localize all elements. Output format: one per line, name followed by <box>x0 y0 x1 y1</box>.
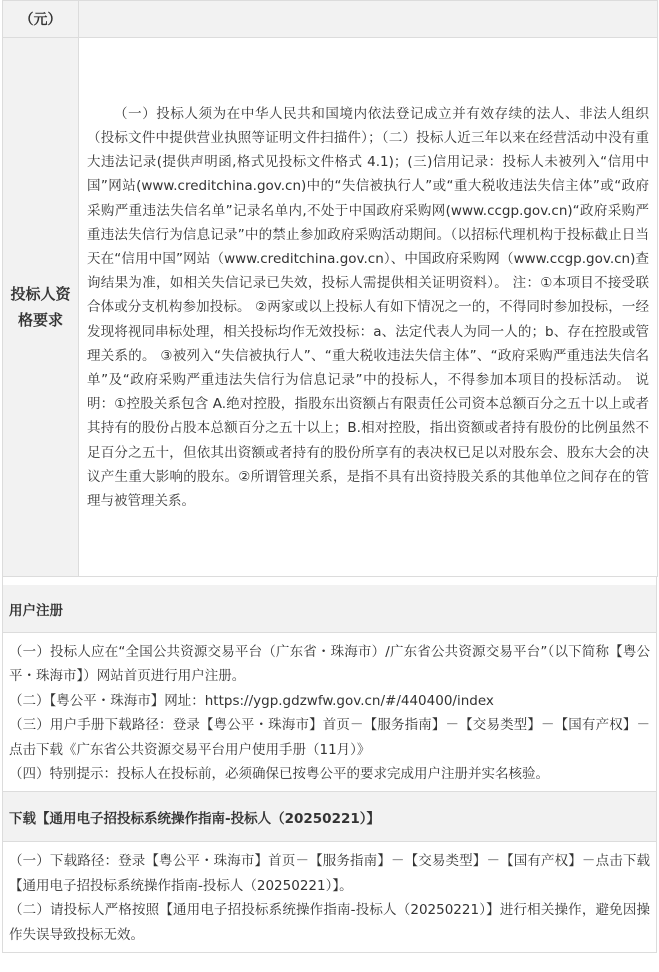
unit-value-cell <box>79 1 658 38</box>
unit-label: （元） <box>3 1 79 38</box>
section-heading-text: 下载【通用电子招投标系统操作指南-投标人（20250221）】 <box>9 810 380 827</box>
list-item: （三）用户手册下载路径：登录【粤公平・珠海市】首页－【服务指南】－【交易类型】－【国有产权】－点击下载《广东省公共资源交易平台用户使用手册（11月）》 <box>9 717 650 758</box>
user-registration-heading <box>2 585 657 633</box>
list-item: （一）下载路径：登录【粤公平・珠海市】首页－【服务指南】－【交易类型】－【国有产权】－点击下载【通用电子招投标系统操作指南-投标人（20250221）】。 <box>9 853 650 894</box>
section-heading-text: 用户注册 <box>9 602 63 619</box>
list-item: （四）特别提示：投标人在投标前，必须确保已按粤公平的要求完成用户注册并实名核验。 <box>9 766 549 783</box>
qualification-table <box>2 0 658 577</box>
download-guide-body <box>2 842 657 953</box>
qualification-text: （一）投标人须为在中华人民共和国境内依法登记成立并有效存续的法人、非法人组织（投标文件中提供营业执照等证明文件扫描件）；（二）投标人近三年以来在经营活动中没有重大违法记录(提供声明函,格式见投标文件格式 4.1)；(三)信用记录：投标人未被列入“信用中国”网站(www.creditchina.gov.cn)中的“失信被执行人”或“重大税收违法失信主体”或“政府采购严重违法失信名单”记录名单内,不处于中国政府采购网(www.ccgp.gov.cn)“政府采购严重违法失信行为信息记录”中的禁止参加政府采购活动期间。（以招标代理机构于投标截止日当天在“信用中国”网站（www.creditchina.gov.cn）、中国政府采购网（www.ccgp.gov.cn)查询结果为准，如相关失信记录已失效，投标人需提供相关证明资料）。 注：①本项目不接受联合体或分支机构参加投标。 ②两家或以上投标人有如下情况之一的，不得同时参加投标，一经发现将视同串标处理，相关投标均作无效投标：a、法定代表人为同一人的；b、存在控股或管理关系的。 ③被列入“失信被执行人”、“重大税收违法失信主体”、“政府采购严重违法失信名单”及“政府采购严重违法失信行为信息记录”中的投标人，不得参加本项目的投标活动。 说明：①控股关系包含 A.绝对控股，指股东出资额占有限责任公司资本总额百分之五十以上或者其持有的股份占股本总额百分之五十以上；B.相对控股，指出资额或者持有股份的比例虽然不足百分之五十，但依其出资额或者持有的股份所享有的表决权已足以对股东会、股东大会的决议产生重大影响的股东。②所谓管理关系，是指不具有出资持股关系的其他单位之间存在的管理与被管理关系。 <box>79 38 658 577</box>
table-row <box>3 1 658 38</box>
user-registration-body <box>2 633 657 792</box>
download-guide-heading <box>2 792 657 842</box>
spacer <box>2 577 657 585</box>
table-row <box>3 38 658 577</box>
list-item: （一）投标人应在“全国公共资源交易平台（广东省・珠海市）/广东省公共资源交易平台”（以下简称【粤公平・珠海市】）网站首页进行用户注册。 <box>9 644 650 685</box>
list-item: （二）【粤公平・珠海市】网址：https://ygp.gdzwfw.gov.cn/#/440400/index <box>9 692 494 709</box>
list-item: （二）请投标人严格按照【通用电子招投标系统操作指南-投标人（20250221）】进行相关操作，避免因操作失误导致投标无效。 <box>9 902 650 943</box>
qualification-label: 投标人资格要求 <box>3 38 79 577</box>
